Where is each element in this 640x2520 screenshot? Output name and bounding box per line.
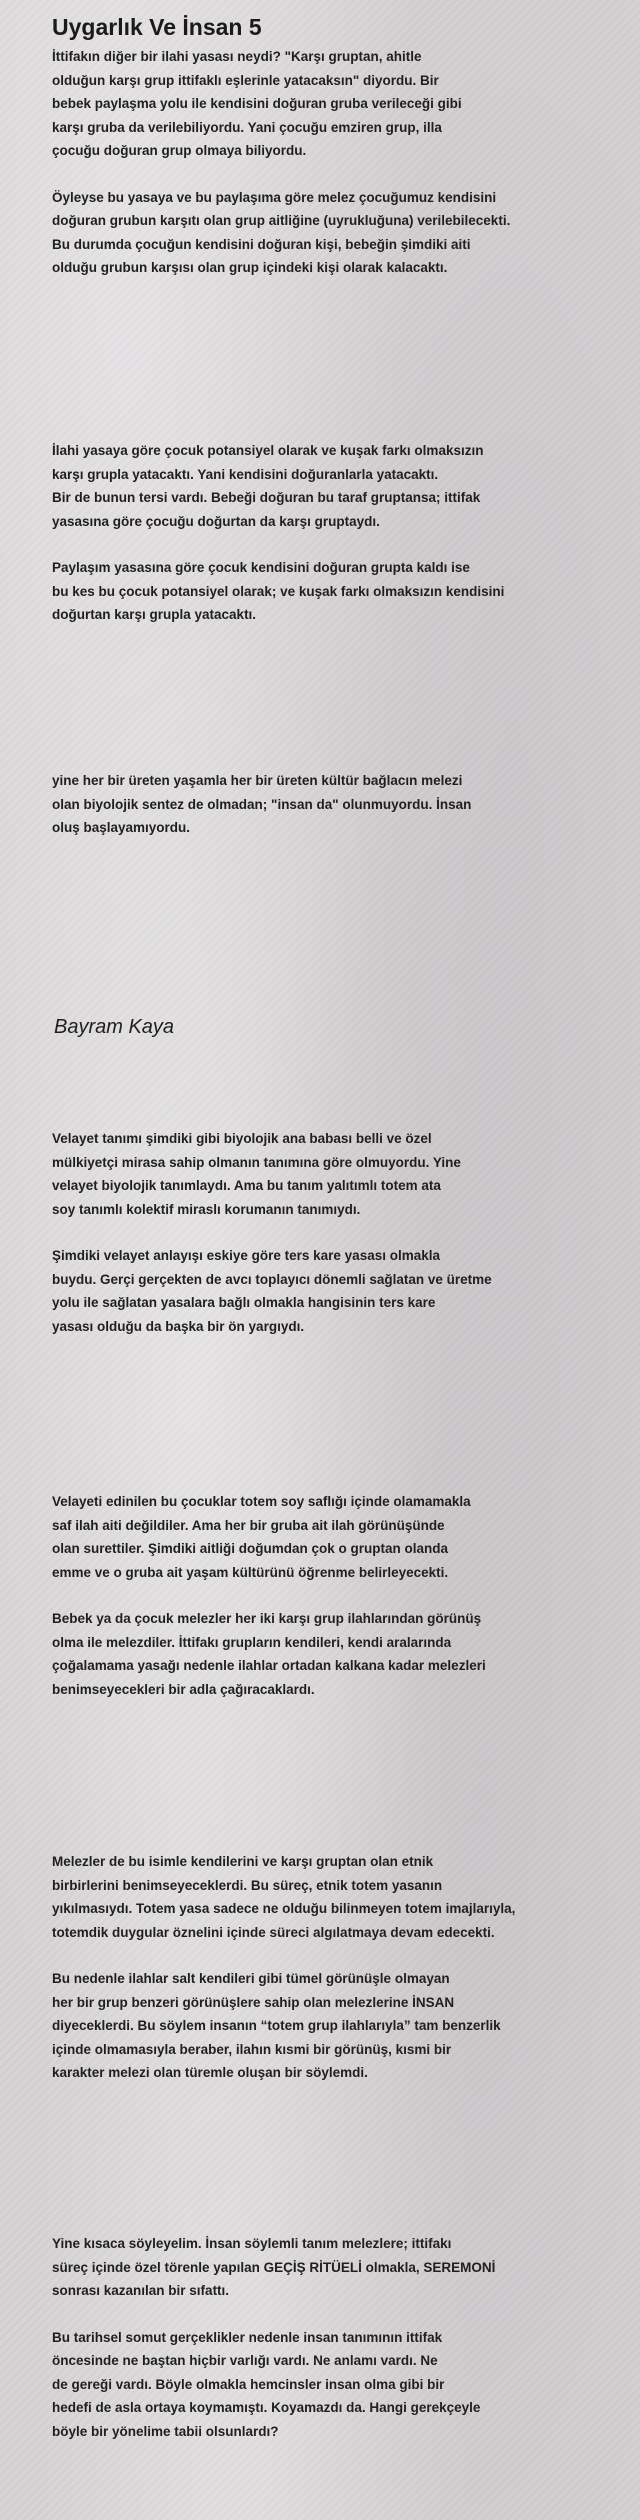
text-section-3 — [52, 769, 622, 840]
text-line: İttifakın diğer bir ilahi yasası neydi? "Karşı gruptan, ahitle — [52, 49, 422, 64]
paragraph — [52, 1490, 622, 1584]
text-line: buydu. Gerçi gerçekten de avcı toplayıcı dönemli sağlatan ve üretme — [52, 1271, 492, 1287]
paragraph — [52, 439, 622, 533]
text-line: Bu tarihsel somut gerçeklikler nedenle insan tanımının ittifak — [52, 2329, 443, 2345]
article-title: Uygarlık Ve İnsan 5 — [52, 14, 262, 40]
text-line: Melezler de bu isimle kendilerini ve karşı gruptan olan etnik — [52, 1854, 434, 1869]
text-line: karakter melezi olan türemle oluşan bir söylemdi. — [52, 2065, 368, 2080]
paragraph — [52, 1850, 622, 1944]
text-line: Yine kısaca söyleyelim. İnsan söylemli tanım melezlere; ittifakı — [52, 2236, 452, 2251]
text-section-2 — [52, 439, 622, 627]
paragraph — [52, 45, 622, 163]
text-line: hedefi de asla ortaya koymamıştı. Koyamazdı da. Hangi gerekçeyle — [52, 2400, 481, 2415]
text-line: Bu nedenle ilahlar salt kendileri gibi tümel görünüşle olmayan — [52, 1971, 450, 1986]
paragraph — [52, 1127, 622, 1221]
text-line: öncesinde ne baştan hiçbir varlığı vardı. Ne anlamı vardı. Ne — [52, 2353, 438, 2368]
text-line: yasasına göre çocuğu doğurtan da karşı gruptaydı. — [52, 513, 380, 529]
text-line: içinde olmamasıyla beraber, ilahın kısmi bir görünüş, kısmi bir — [52, 2041, 452, 2057]
text-line: soy tanımlı kolektif miraslı korumanın tanımıydı. — [52, 1201, 361, 1217]
author-name: Bayram Kaya — [54, 1016, 175, 1038]
text-line: yasası olduğu da başka bir ön yargıydı. — [52, 1318, 305, 1334]
text-line: yıkılmasıydı. Totem yasa sadece ne olduğu bilinmeyen totem imajlarıyla, — [52, 1901, 516, 1916]
text-line: olduğun karşı grup ittifaklı eşlerinle yatacaksın" diyordu. Bir — [52, 72, 439, 88]
text-line: sonrası kazanılan bir sıfattı. — [52, 2283, 230, 2298]
text-line: Bebek ya da çocuk melezler her iki karşı grup ilahlarından görünüş — [52, 1611, 482, 1626]
paragraph — [52, 2232, 622, 2303]
text-line: Bu durumda çocuğun kendisini doğuran kişi, bebeğin şimdiki aiti — [52, 236, 471, 252]
text-line: olma ile melezdiler. İttifakı grupların kendileri, kendi aralarında — [52, 1634, 452, 1650]
text-line: İlahi yasaya göre çocuk potansiyel olarak ve kuşak farkı olmaksızın — [52, 443, 484, 458]
text-line: mülkiyetçi mirasa sahip olmanın tanımına göre olmuyordu. Yine — [52, 1154, 461, 1170]
text-line: Öyleyse bu yasaya ve bu paylaşıma göre melez çocuğumuz kendisini — [52, 189, 497, 205]
text-line: Velayet tanımı şimdiki gibi biyolojik ana babası belli ve özel — [52, 1131, 432, 1146]
text-line: karşı gruba da verilebiliyordu. Yani çocuğu emziren grup, illa — [52, 119, 442, 135]
text-line: olduğu grubun karşısı olan grup içindeki kişi olarak kalacaktı. — [52, 260, 448, 275]
paragraph — [52, 1607, 622, 1701]
text-line: yolu ile sağlatan yasalara bağlı olmakla hangisinin ters kare — [52, 1295, 436, 1310]
text-line: Şimdiki velayet anlayışı eskiye göre ters kare yasası olmakla — [52, 1248, 440, 1263]
text-section-1 — [52, 45, 622, 280]
text-line: çocuğu doğuran grup olmaya biliyordu. — [52, 143, 307, 158]
paragraph — [52, 556, 622, 627]
text-line: de gereği vardı. Böyle olmakla hemcinsler insan olma gibi bir — [52, 2376, 445, 2392]
paragraph — [52, 1967, 622, 2085]
text-line: Bir de bunun tersi vardı. Bebeği doğuran bu taraf gruptansa; ittifak — [52, 490, 481, 505]
text-line: karşı grupla yatacaktı. Yani kendisini doğuranlarla yatacaktı. — [52, 466, 439, 482]
text-line: saf ilah aiti değildiler. Ama her bir gruba ait ilah görünüşünde — [52, 1517, 445, 1533]
text-line: doğuran grubun karşıtı olan grup aitliğine (uyrukluğuna) verilebilecekti. — [52, 213, 511, 228]
text-line: birbirlerini benimseyeceklerdi. Bu süreç, etnik totem yasanın — [52, 1877, 443, 1893]
text-line: süreç içinde özel törenle yapılan GEÇİŞ RİTÜELİ olmakla, SEREMONİ — [52, 2259, 496, 2275]
text-line: bebek paylaşma yolu ile kendisini doğuran gruba verileceği gibi — [52, 96, 462, 111]
text-section-4 — [52, 1127, 622, 1338]
text-line: oluş başlayamıyordu. — [52, 820, 191, 835]
text-line: bu kes bu çocuk potansiyel olarak; ve kuşak farkı olmaksızın kendisini — [52, 583, 505, 599]
text-line: yine her bir üreten yaşamla her bir üreten kültür bağlacın melezi — [52, 773, 463, 788]
text-line: her bir grup benzeri görünüşlere sahip olan melezlerine İNSAN — [52, 1994, 455, 2010]
text-line: olan surettiler. Şimdiki aitliği doğumdan çok o gruptan olanda — [52, 1541, 449, 1556]
text-line: totemdik duygular öznelini içinde süreci algılatmaya devam edecekti. — [52, 1924, 495, 1940]
text-line: emme ve o gruba ait yaşam kültürünü öğrenme belirleyecekti. — [52, 1564, 449, 1580]
text-line: doğurtan karşı grupla yatacaktı. — [52, 607, 257, 622]
text-line: velayet biyolojik tanımlaydı. Ama bu tanım yalıtımlı totem ata — [52, 1178, 441, 1193]
paragraph — [52, 1244, 622, 1338]
text-section-5 — [52, 1490, 622, 1701]
text-line: çoğalamama yasağı nedenle ilahlar ortadan kalkana kadar melezleri — [52, 1658, 486, 1673]
text-line: benimseyecekleri bir adla çağıracaklardı. — [52, 1681, 315, 1697]
paragraph — [52, 2326, 622, 2444]
text-line: olan biyolojik sentez de olmadan; "insan da" olunmuyordu. İnsan — [52, 796, 472, 812]
paragraph — [52, 186, 622, 280]
paragraph — [52, 769, 622, 840]
text-line: böyle bir yönelime tabii olsunlardı? — [52, 2423, 279, 2439]
text-line: Paylaşım yasasına göre çocuk kendisini doğuran grupta kaldı ise — [52, 560, 470, 575]
text-line: diyeceklerdi. Bu söylem insanın “totem grup ilahlarıyla” tam benzerlik — [52, 2018, 501, 2033]
text-section-6 — [52, 1850, 622, 2085]
text-line: Velayeti edinilen bu çocuklar totem soy saflığı içinde olamamakla — [52, 1494, 471, 1509]
text-section-7 — [52, 2232, 622, 2443]
